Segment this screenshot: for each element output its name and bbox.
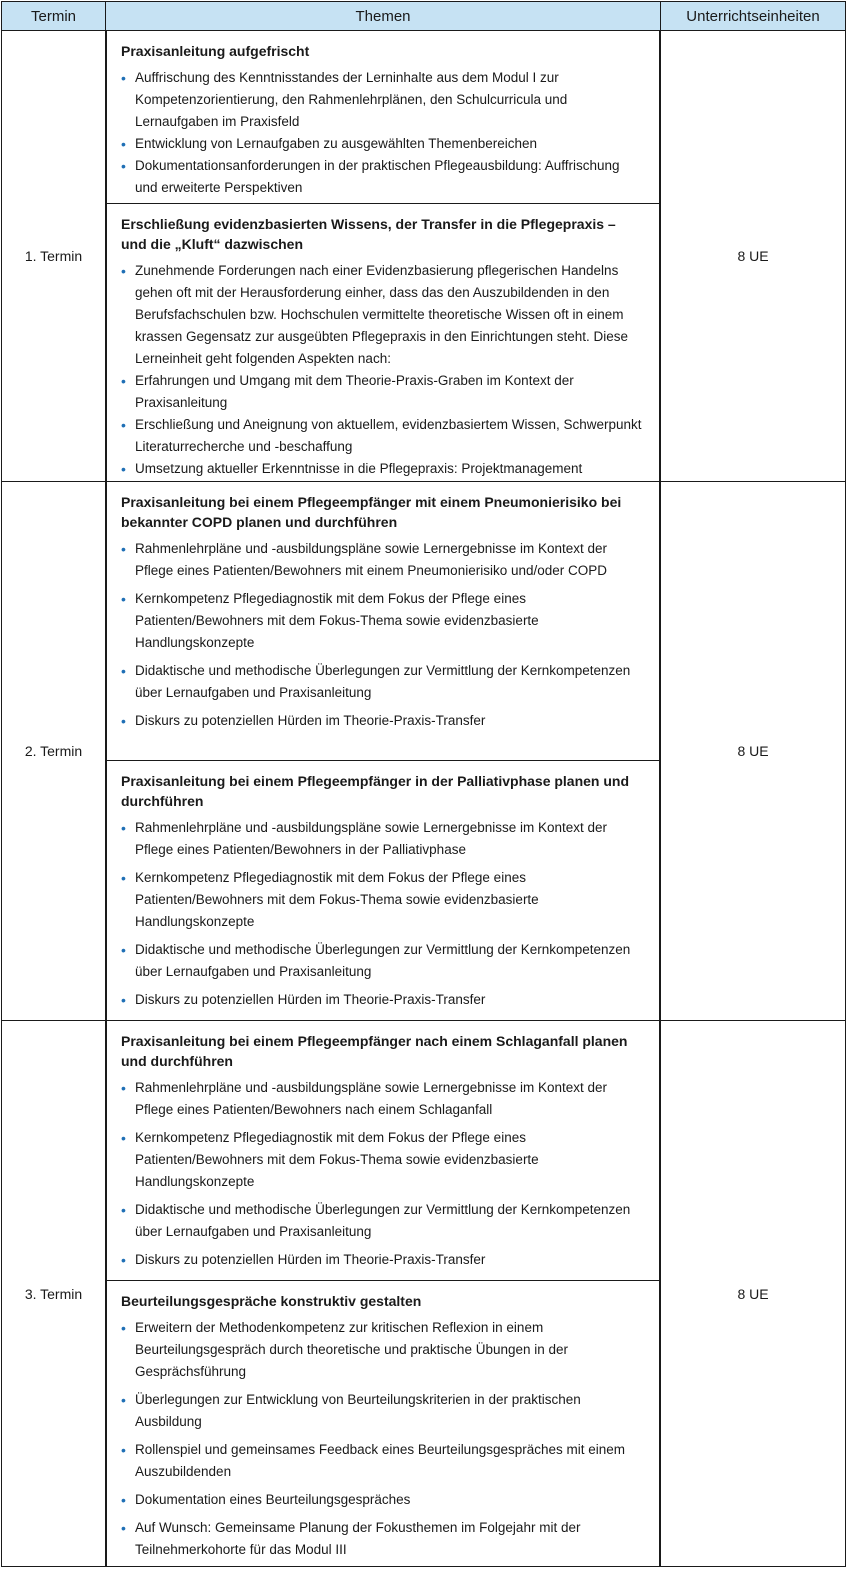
theme-title: Erschließung evidenzbasierten Wissens, der Transfer in die Pflegepraxis – und die „Kluft“ dazwischen (121, 216, 616, 252)
theme-block (106, 760, 660, 1021)
list-item: • Erschließung und Aneignung von aktuellem, evidenzbasiertem Wissen, Schwerpunkt Literaturrecherche und -beschaffung (121, 414, 645, 458)
list-item: • Rollenspiel und gemeinsames Feedback eines Beurteilungsgespräches mit einem Auszubildenden (121, 1439, 645, 1483)
theme-block (106, 203, 660, 482)
list-item: • Auf Wunsch: Gemeinsame Planung der Fokusthemen im Folgejahr mit der Teilnehmerkohorte für das Modul III (121, 1517, 645, 1561)
list-item: • Rahmenlehrpläne und -ausbildungspläne sowie Lernergebnisse im Kontext der Pflege eines Patienten/Bewohners nach einem Schlaganfall (121, 1077, 645, 1121)
list-item: • Kernkompetenz Pflegediagnostik mit dem Fokus der Pflege eines Patienten/Bewohners mit dem Fokus-Thema sowie evidenzbasierte Handlungskonzepte (121, 1127, 645, 1193)
termin-3-label: 3. Termin (1, 1020, 106, 1567)
list-item: • Auffrischung des Kenntnisstandes der Lerninhalte aus dem Modul I zur Kompetenzorientierung, den Rahmenlehrplänen, den Schulcurricula und Lernaufgaben im Praxisfeld (121, 67, 645, 133)
theme-block (106, 1280, 660, 1567)
list-item: • Didaktische und methodische Überlegungen zur Vermittlung der Kernkompetenzen über Lernaufgaben und Praxisanleitung (121, 660, 645, 704)
list-item: • Erfahrungen und Umgang mit dem Theorie-Praxis-Graben im Kontext der Praxisanleitung (121, 370, 645, 414)
theme-block (106, 481, 660, 761)
termin-2-label: 2. Termin (1, 481, 106, 1021)
list-item: • Didaktische und methodische Überlegungen zur Vermittlung der Kernkompetenzen über Lernaufgaben und Praxisanleitung (121, 1199, 645, 1243)
list-item: • Erweitern der Methodenkompetenz zur kritischen Reflexion in einem Beurteilungsgespräch durch theoretische und praktische Übungen in der Gesprächsführung (121, 1317, 645, 1383)
list-item: • Entwicklung von Lernaufgaben zu ausgewählten Themenbereichen (121, 133, 645, 155)
list-item: • Überlegungen zur Entwicklung von Beurteilungskriterien in der praktischen Ausbildung (121, 1389, 645, 1433)
termin-2-ue: 8 UE (660, 481, 846, 1021)
list-item: • Dokumentationsanforderungen in der praktischen Pflegeausbildung: Auffrischung und erweiterte Perspektiven (121, 155, 645, 199)
list-item: • Umsetzung aktueller Erkenntnisse in die Pflegepraxis: Projektmanagement (121, 458, 645, 480)
theme-block (106, 30, 660, 204)
termin-3-ue: 8 UE (660, 1020, 846, 1567)
theme-title: Praxisanleitung bei einem Pflegeempfänger nach einem Schlaganfall planen und durchführen (121, 1033, 628, 1069)
list-item: • Kernkompetenz Pflegediagnostik mit dem Fokus der Pflege eines Patienten/Bewohners mit dem Fokus-Thema sowie evidenzbasierte Handlungskonzepte (121, 588, 645, 654)
theme-title: Beurteilungsgespräche konstruktiv gestalten (121, 1293, 422, 1309)
header-unterrichtseinheiten: Unterrichtseinheiten (660, 1, 846, 31)
list-item: • Kernkompetenz Pflegediagnostik mit dem Fokus der Pflege eines Patienten/Bewohners mit dem Fokus-Thema sowie evidenzbasierte Handlungskonzepte (121, 867, 645, 933)
theme-block (106, 1020, 660, 1281)
header-themen: Themen (105, 1, 661, 31)
termin-1-ue: 8 UE (660, 30, 846, 482)
list-item: • Diskurs zu potenziellen Hürden im Theorie-Praxis-Transfer (121, 989, 645, 1011)
list-item: • Zunehmende Forderungen nach einer Evidenzbasierung pflegerischen Handelns gehen oft mit der Herausforderung einher, dass das den Auszubildenden in den Berufsfachschulen bzw. Hochschulen vermittelte theoretische Wissen oft in einem krassen Gegensatz zur ausgeübten Pflegepraxis in den Einrichtungen steht. Diese Lerneinheit geht folgenden Aspekten nach: (121, 260, 645, 370)
list-item: • Didaktische und methodische Überlegungen zur Vermittlung der Kernkompetenzen über Lernaufgaben und Praxisanleitung (121, 939, 645, 983)
list-item: • Dokumentation eines Beurteilungsgespräches (121, 1489, 645, 1511)
theme-title: Praxisanleitung bei einem Pflegeempfänger in der Palliativphase planen und durchführen (121, 773, 630, 809)
list-item: • Diskurs zu potenziellen Hürden im Theorie-Praxis-Transfer (121, 1249, 645, 1271)
header-termin: Termin (1, 1, 106, 31)
list-item: • Rahmenlehrpläne und -ausbildungspläne sowie Lernergebnisse im Kontext der Pflege eines Patienten/Bewohners in der Palliativphase (121, 817, 645, 861)
theme-title: Praxisanleitung bei einem Pflegeempfänger mit einem Pneumonierisiko bei bekannter COPD planen und durchführen (121, 494, 622, 530)
list-item: • Diskurs zu potenziellen Hürden im Theorie-Praxis-Transfer (121, 710, 645, 732)
termin-1-label: 1. Termin (1, 30, 106, 482)
list-item: • Rahmenlehrpläne und -ausbildungspläne sowie Lernergebnisse im Kontext der Pflege eines Patienten/Bewohners mit einem Pneumonierisiko und/oder COPD (121, 538, 645, 582)
theme-title: Praxisanleitung aufgefrischt (121, 43, 310, 59)
